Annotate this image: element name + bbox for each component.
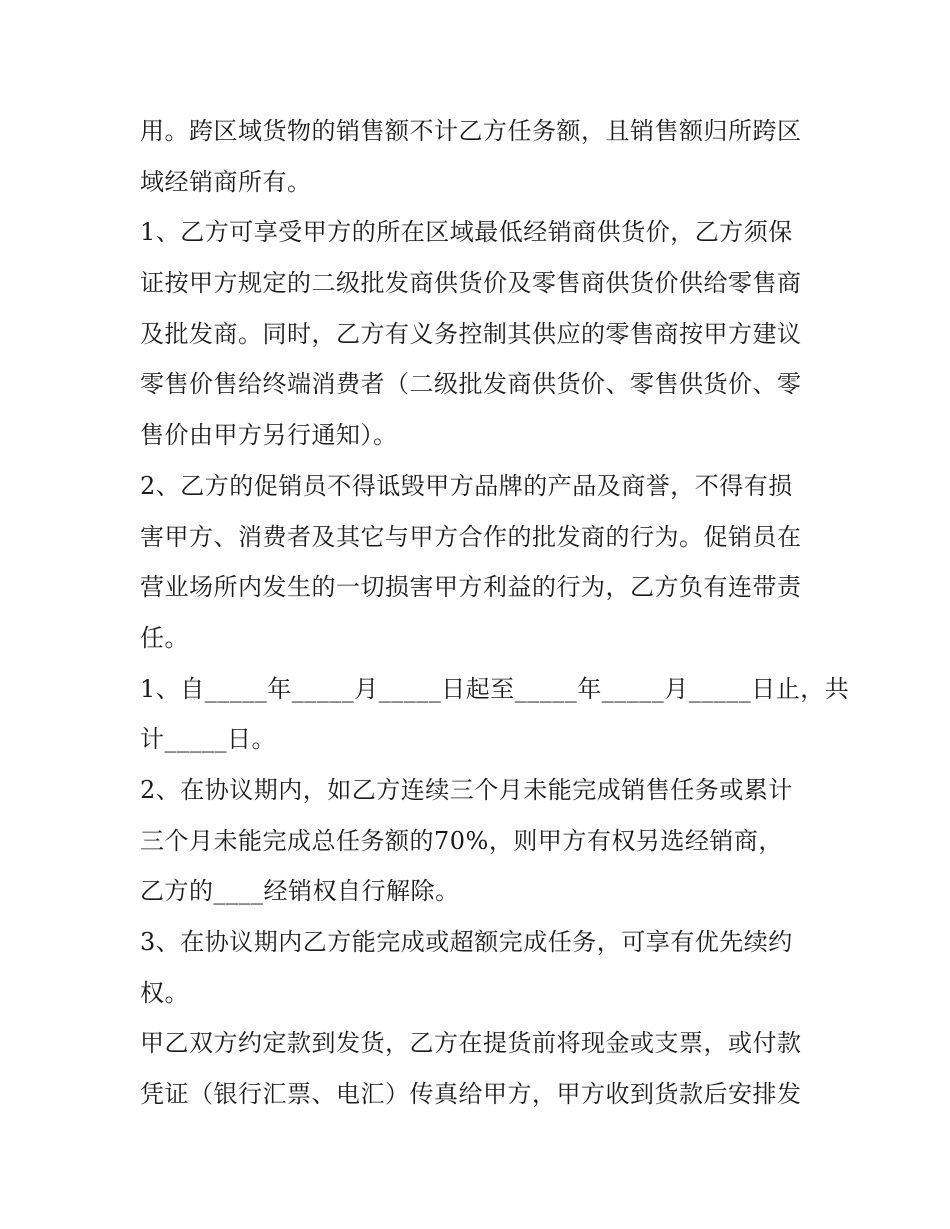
text-line: 计_____日。 [140, 725, 276, 754]
text-line: 售价由甲方另行通知）。 [140, 421, 398, 450]
text-line: 三个月未能完成总任务额的70%，则甲方有权另选经销商， [140, 826, 783, 855]
text-line: 任。 [140, 623, 189, 652]
text-line: 凭证（银行汇票、电汇）传真给甲方，甲方收到货款后安排发 [140, 1080, 802, 1109]
text-line: 用。跨区域货物的销售额不计乙方任务额，且销售额归所跨区 [140, 117, 802, 145]
text-line: 证按甲方规定的二级批发商供货价及零售商供货价供给零售商 [140, 269, 802, 298]
text-line: 1、自_____年_____月_____日起至_____年_____月_____日止，共 [140, 674, 850, 703]
text-line: 2、乙方的促销员不得诋毁甲方品牌的产品及商誉，不得有损 [140, 471, 793, 500]
text-line: 域经销商所有。 [140, 167, 312, 196]
text-line: 权。 [140, 978, 189, 1007]
text-line: 甲乙双方约定款到发货，乙方在提货前将现金或支票，或付款 [140, 1029, 802, 1058]
text-line: 及批发商。同时，乙方有义务控制其供应的零售商按甲方建议 [140, 319, 802, 348]
text-line: 零售价售给终端消费者（二级批发商供货价、零售供货价、零 [140, 370, 802, 399]
document-body [140, 106, 850, 1120]
text-line: 乙方的____经销权自行解除。 [140, 877, 460, 906]
text-line: 3、在协议期内乙方能完成或超额完成任务，可享有优先续约 [140, 928, 793, 956]
text-line: 1、乙方可享受甲方的所在区域最低经销商供货价，乙方须保 [140, 218, 793, 247]
text-line: 害甲方、消费者及其它与甲方合作的批发商的行为。促销员在 [140, 522, 802, 551]
text-line: 2、在协议期内，如乙方连续三个月未能完成销售任务或累计 [140, 775, 793, 804]
text-line: 营业场所内发生的一切损害甲方利益的行为，乙方负有连带责 [140, 573, 802, 602]
